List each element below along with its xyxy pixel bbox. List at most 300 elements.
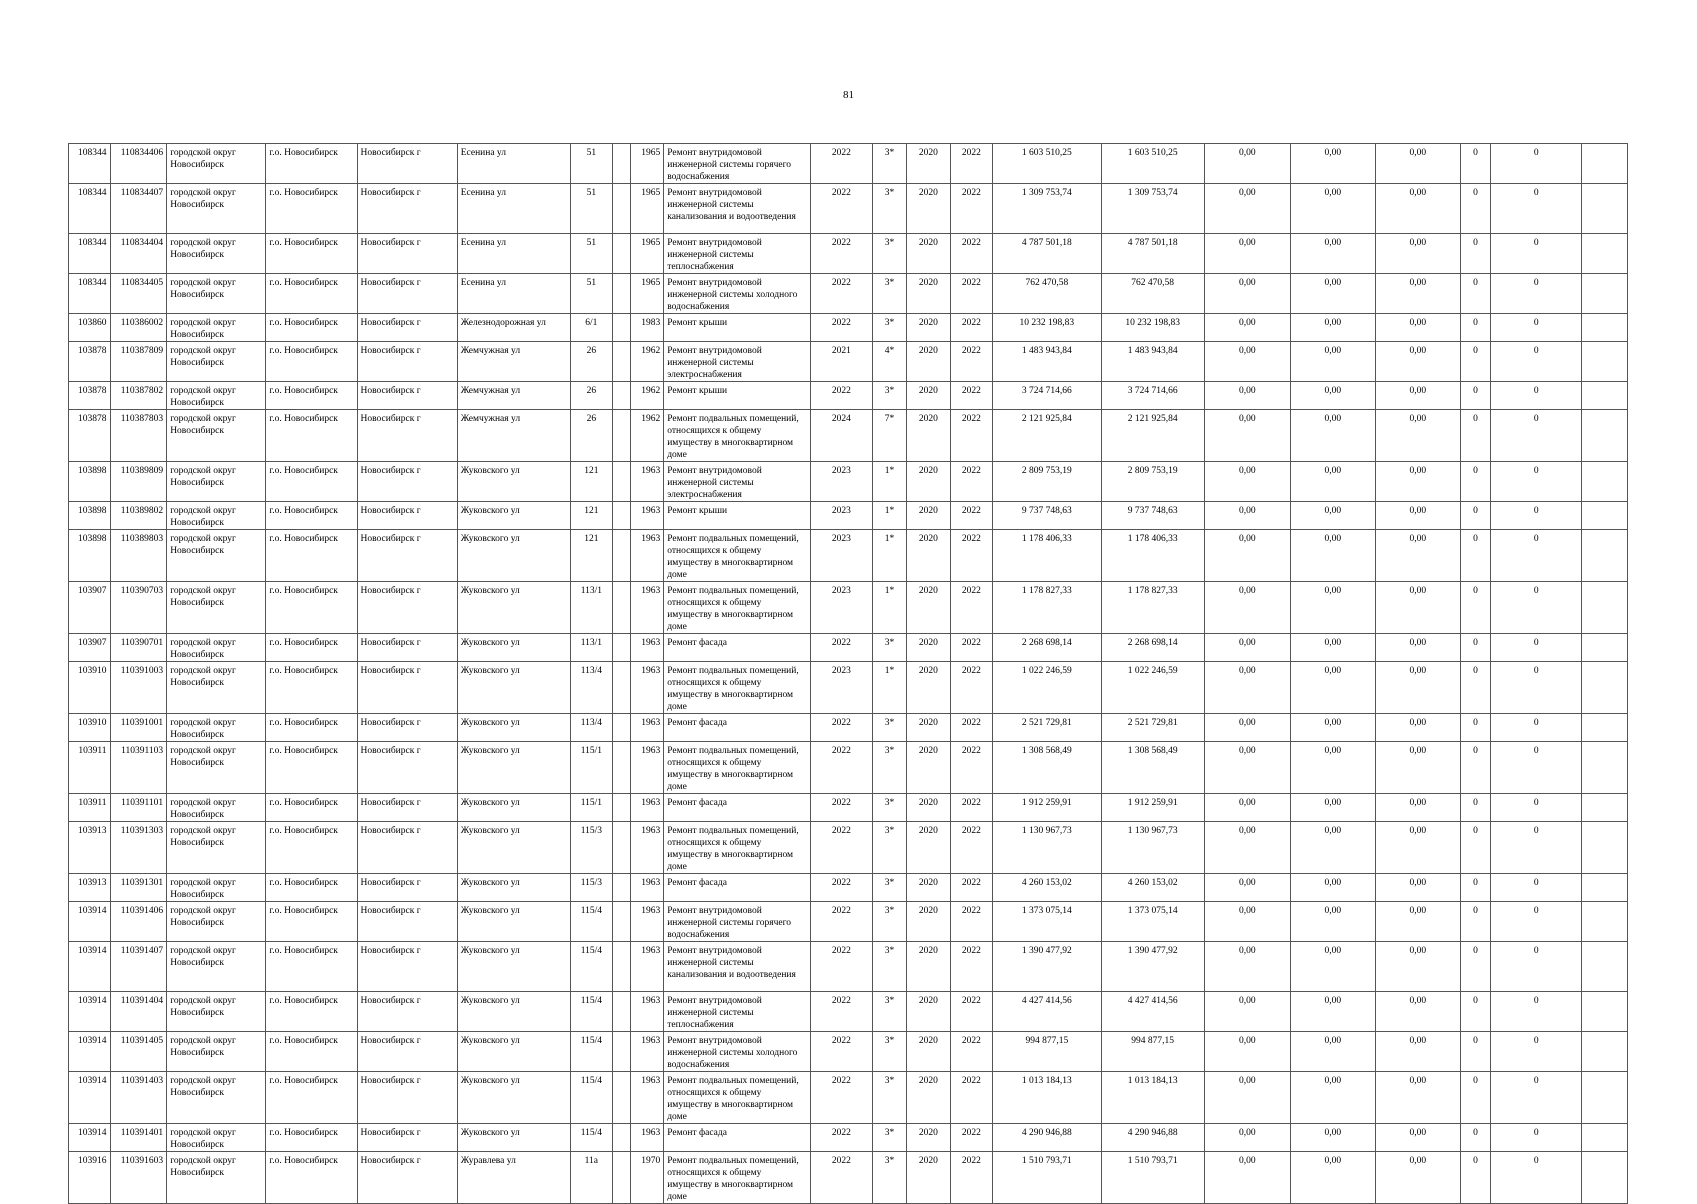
count-2: 0 xyxy=(1491,234,1582,274)
year-built: 1962 xyxy=(630,410,663,462)
cost-a: 0,00 xyxy=(1204,382,1290,410)
blank-cell xyxy=(612,184,630,234)
year-built: 1983 xyxy=(630,314,663,342)
start-year: 2020 xyxy=(907,184,951,234)
plan-year: 2022 xyxy=(811,992,873,1032)
cost-total: 1 130 967,73 xyxy=(993,822,1101,874)
count-1: 0 xyxy=(1460,1124,1490,1152)
object-code: 110390703 xyxy=(110,582,167,634)
object-code: 110391103 xyxy=(110,742,167,794)
row-id: 103898 xyxy=(69,530,111,582)
street: Жуковского ул xyxy=(457,902,570,942)
house-number: 51 xyxy=(571,144,613,184)
count-1: 0 xyxy=(1460,714,1490,742)
row-id: 103860 xyxy=(69,314,111,342)
municipality: городской округ Новосибирск xyxy=(167,144,266,184)
cost-fund: 10 232 198,83 xyxy=(1101,314,1204,342)
cost-total: 3 724 714,66 xyxy=(993,382,1101,410)
cost-fund: 2 809 753,19 xyxy=(1101,462,1204,502)
street: Жуковского ул xyxy=(457,1124,570,1152)
count-2: 0 xyxy=(1491,1152,1582,1204)
cost-total: 1 390 477,92 xyxy=(993,942,1101,992)
object-code: 110387803 xyxy=(110,410,167,462)
start-year: 2020 xyxy=(907,144,951,184)
cost-a: 0,00 xyxy=(1204,462,1290,502)
object-code: 110391603 xyxy=(110,1152,167,1204)
municipality: городской округ Новосибирск xyxy=(167,530,266,582)
plan-year: 2022 xyxy=(811,184,873,234)
count-2: 0 xyxy=(1491,794,1582,822)
count-1: 0 xyxy=(1460,634,1490,662)
street: Жуковского ул xyxy=(457,794,570,822)
cost-fund: 4 290 946,88 xyxy=(1101,1124,1204,1152)
page-number: 81 xyxy=(843,89,854,101)
priority: 3* xyxy=(872,714,906,742)
blank-cell xyxy=(612,1072,630,1124)
cost-total: 1 178 406,33 xyxy=(993,530,1101,582)
start-year: 2020 xyxy=(907,1072,951,1124)
start-year: 2020 xyxy=(907,274,951,314)
blank-cell xyxy=(612,582,630,634)
plan-year: 2022 xyxy=(811,874,873,902)
end-year: 2022 xyxy=(950,902,993,942)
extra-cell xyxy=(1582,274,1628,314)
year-built: 1965 xyxy=(630,234,663,274)
table-row xyxy=(69,742,1628,794)
object-code: 110391404 xyxy=(110,992,167,1032)
locality: Новосибирск г xyxy=(357,942,457,992)
table-row xyxy=(69,410,1628,462)
extra-cell xyxy=(1582,1032,1628,1072)
row-id: 103914 xyxy=(69,902,111,942)
house-number: 113/4 xyxy=(571,714,613,742)
plan-year: 2023 xyxy=(811,582,873,634)
cost-fund: 1 178 827,33 xyxy=(1101,582,1204,634)
cost-a: 0,00 xyxy=(1204,274,1290,314)
year-built: 1963 xyxy=(630,582,663,634)
work-type: Ремонт внутридомовой инженерной системы теплоснабжения xyxy=(664,234,811,274)
street: Есенина ул xyxy=(457,184,570,234)
plan-year: 2023 xyxy=(811,462,873,502)
object-code: 110391303 xyxy=(110,822,167,874)
cost-fund: 1 308 568,49 xyxy=(1101,742,1204,794)
count-1: 0 xyxy=(1460,1032,1490,1072)
locality: Новосибирск г xyxy=(357,502,457,530)
house-number: 26 xyxy=(571,410,613,462)
street: Жуковского ул xyxy=(457,992,570,1032)
municipality: городской округ Новосибирск xyxy=(167,1032,266,1072)
row-id: 108344 xyxy=(69,234,111,274)
blank-cell xyxy=(612,942,630,992)
priority: 1* xyxy=(872,462,906,502)
table-row xyxy=(69,992,1628,1032)
end-year: 2022 xyxy=(950,794,993,822)
municipality: городской округ Новосибирск xyxy=(167,742,266,794)
cost-total: 4 290 946,88 xyxy=(993,1124,1101,1152)
count-2: 0 xyxy=(1491,1072,1582,1124)
table-row xyxy=(69,1124,1628,1152)
cost-total: 4 427 414,56 xyxy=(993,992,1101,1032)
blank-cell xyxy=(612,794,630,822)
end-year: 2022 xyxy=(950,274,993,314)
count-2: 0 xyxy=(1491,714,1582,742)
end-year: 2022 xyxy=(950,742,993,794)
extra-cell xyxy=(1582,1152,1628,1204)
house-number: 115/4 xyxy=(571,942,613,992)
plan-year: 2022 xyxy=(811,714,873,742)
year-built: 1963 xyxy=(630,502,663,530)
priority: 3* xyxy=(872,184,906,234)
house-number: 115/4 xyxy=(571,1124,613,1152)
extra-cell xyxy=(1582,1072,1628,1124)
row-id: 103910 xyxy=(69,714,111,742)
cost-a: 0,00 xyxy=(1204,742,1290,794)
locality: Новосибирск г xyxy=(357,410,457,462)
cost-fund: 1 390 477,92 xyxy=(1101,942,1204,992)
count-2: 0 xyxy=(1491,992,1582,1032)
extra-cell xyxy=(1582,742,1628,794)
extra-cell xyxy=(1582,1124,1628,1152)
table-row xyxy=(69,382,1628,410)
count-2: 0 xyxy=(1491,1124,1582,1152)
municipality: городской округ Новосибирск xyxy=(167,184,266,234)
municipality: городской округ Новосибирск xyxy=(167,942,266,992)
count-2: 0 xyxy=(1491,382,1582,410)
row-id: 103878 xyxy=(69,342,111,382)
table-row xyxy=(69,822,1628,874)
row-id: 103914 xyxy=(69,942,111,992)
start-year: 2020 xyxy=(907,1032,951,1072)
count-2: 0 xyxy=(1491,874,1582,902)
house-number: 113/4 xyxy=(571,662,613,714)
cost-a: 0,00 xyxy=(1204,342,1290,382)
table-row xyxy=(69,634,1628,662)
count-1: 0 xyxy=(1460,462,1490,502)
start-year: 2020 xyxy=(907,942,951,992)
cost-b: 0,00 xyxy=(1290,342,1375,382)
cost-a: 0,00 xyxy=(1204,794,1290,822)
object-code: 110391406 xyxy=(110,902,167,942)
priority: 3* xyxy=(872,1124,906,1152)
work-type: Ремонт крыши xyxy=(664,382,811,410)
blank-cell xyxy=(612,742,630,794)
start-year: 2020 xyxy=(907,822,951,874)
row-id: 103916 xyxy=(69,1152,111,1204)
priority: 3* xyxy=(872,1072,906,1124)
work-type: Ремонт фасада xyxy=(664,1124,811,1152)
cost-a: 0,00 xyxy=(1204,822,1290,874)
cost-fund: 1 603 510,25 xyxy=(1101,144,1204,184)
count-1: 0 xyxy=(1460,992,1490,1032)
district: г.о. Новосибирск xyxy=(266,942,357,992)
plan-year: 2022 xyxy=(811,274,873,314)
cost-c: 0,00 xyxy=(1375,822,1460,874)
cost-fund: 4 427 414,56 xyxy=(1101,992,1204,1032)
district: г.о. Новосибирск xyxy=(266,1152,357,1204)
cost-total: 1 603 510,25 xyxy=(993,144,1101,184)
cost-fund: 4 787 501,18 xyxy=(1101,234,1204,274)
start-year: 2020 xyxy=(907,662,951,714)
house-number: 121 xyxy=(571,530,613,582)
end-year: 2022 xyxy=(950,382,993,410)
municipality: городской округ Новосибирск xyxy=(167,662,266,714)
object-code: 110391301 xyxy=(110,874,167,902)
municipality: городской округ Новосибирск xyxy=(167,462,266,502)
cost-a: 0,00 xyxy=(1204,144,1290,184)
extra-cell xyxy=(1582,714,1628,742)
cost-b: 0,00 xyxy=(1290,144,1375,184)
cost-c: 0,00 xyxy=(1375,992,1460,1032)
municipality: городской округ Новосибирск xyxy=(167,874,266,902)
extra-cell xyxy=(1582,342,1628,382)
row-id: 103898 xyxy=(69,462,111,502)
cost-fund: 2 121 925,84 xyxy=(1101,410,1204,462)
priority: 3* xyxy=(872,794,906,822)
object-code: 110391101 xyxy=(110,794,167,822)
district: г.о. Новосибирск xyxy=(266,502,357,530)
priority: 1* xyxy=(872,502,906,530)
year-built: 1963 xyxy=(630,462,663,502)
cost-b: 0,00 xyxy=(1290,942,1375,992)
year-built: 1963 xyxy=(630,530,663,582)
plan-year: 2022 xyxy=(811,794,873,822)
work-type: Ремонт фасада xyxy=(664,794,811,822)
start-year: 2020 xyxy=(907,342,951,382)
locality: Новосибирск г xyxy=(357,1124,457,1152)
street: Журавлева ул xyxy=(457,1152,570,1204)
cost-a: 0,00 xyxy=(1204,582,1290,634)
district: г.о. Новосибирск xyxy=(266,714,357,742)
locality: Новосибирск г xyxy=(357,822,457,874)
table-row xyxy=(69,274,1628,314)
district: г.о. Новосибирск xyxy=(266,662,357,714)
plan-year: 2022 xyxy=(811,144,873,184)
street: Жемчужная ул xyxy=(457,382,570,410)
cost-c: 0,00 xyxy=(1375,530,1460,582)
cost-total: 1 309 753,74 xyxy=(993,184,1101,234)
cost-a: 0,00 xyxy=(1204,1032,1290,1072)
cost-c: 0,00 xyxy=(1375,234,1460,274)
count-1: 0 xyxy=(1460,502,1490,530)
priority: 3* xyxy=(872,382,906,410)
row-id: 103914 xyxy=(69,992,111,1032)
table-row xyxy=(69,582,1628,634)
count-2: 0 xyxy=(1491,502,1582,530)
district: г.о. Новосибирск xyxy=(266,1124,357,1152)
work-type: Ремонт подвальных помещений, относящихся к общему имуществу в многоквартирном доме xyxy=(664,582,811,634)
cost-total: 9 737 748,63 xyxy=(993,502,1101,530)
cost-fund: 994 877,15 xyxy=(1101,1032,1204,1072)
cost-c: 0,00 xyxy=(1375,742,1460,794)
count-1: 0 xyxy=(1460,742,1490,794)
cost-b: 0,00 xyxy=(1290,714,1375,742)
count-2: 0 xyxy=(1491,314,1582,342)
district: г.о. Новосибирск xyxy=(266,342,357,382)
cost-fund: 1 178 406,33 xyxy=(1101,530,1204,582)
year-built: 1963 xyxy=(630,992,663,1032)
priority: 1* xyxy=(872,530,906,582)
work-type: Ремонт подвальных помещений, относящихся к общему имуществу в многоквартирном доме xyxy=(664,742,811,794)
start-year: 2020 xyxy=(907,502,951,530)
cost-c: 0,00 xyxy=(1375,662,1460,714)
cost-b: 0,00 xyxy=(1290,902,1375,942)
cost-fund: 1 309 753,74 xyxy=(1101,184,1204,234)
count-1: 0 xyxy=(1460,234,1490,274)
end-year: 2022 xyxy=(950,1032,993,1072)
table-row xyxy=(69,342,1628,382)
extra-cell xyxy=(1582,902,1628,942)
cost-a: 0,00 xyxy=(1204,874,1290,902)
year-built: 1965 xyxy=(630,184,663,234)
count-2: 0 xyxy=(1491,742,1582,794)
cost-a: 0,00 xyxy=(1204,502,1290,530)
row-id: 103913 xyxy=(69,822,111,874)
object-code: 110391401 xyxy=(110,1124,167,1152)
work-type: Ремонт фасада xyxy=(664,634,811,662)
cost-c: 0,00 xyxy=(1375,1072,1460,1124)
cost-total: 994 877,15 xyxy=(993,1032,1101,1072)
municipality: городской округ Новосибирск xyxy=(167,382,266,410)
blank-cell xyxy=(612,342,630,382)
object-code: 110386002 xyxy=(110,314,167,342)
street: Железнодорожная ул xyxy=(457,314,570,342)
count-2: 0 xyxy=(1491,1032,1582,1072)
cost-c: 0,00 xyxy=(1375,274,1460,314)
work-type: Ремонт внутридомовой инженерной системы электроснабжения xyxy=(664,342,811,382)
table-row xyxy=(69,662,1628,714)
year-built: 1963 xyxy=(630,874,663,902)
table-row xyxy=(69,794,1628,822)
end-year: 2022 xyxy=(950,1124,993,1152)
work-type: Ремонт фасада xyxy=(664,874,811,902)
cost-b: 0,00 xyxy=(1290,1072,1375,1124)
end-year: 2022 xyxy=(950,314,993,342)
cost-c: 0,00 xyxy=(1375,714,1460,742)
plan-year: 2023 xyxy=(811,502,873,530)
house-number: 115/1 xyxy=(571,742,613,794)
priority: 3* xyxy=(872,742,906,794)
house-number: 115/4 xyxy=(571,1032,613,1072)
district: г.о. Новосибирск xyxy=(266,742,357,794)
extra-cell xyxy=(1582,502,1628,530)
cost-fund: 9 737 748,63 xyxy=(1101,502,1204,530)
cost-c: 0,00 xyxy=(1375,462,1460,502)
cost-a: 0,00 xyxy=(1204,662,1290,714)
cost-total: 2 121 925,84 xyxy=(993,410,1101,462)
municipality: городской округ Новосибирск xyxy=(167,794,266,822)
work-type: Ремонт внутридомовой инженерной системы горячего водоснабжения xyxy=(664,144,811,184)
locality: Новосибирск г xyxy=(357,314,457,342)
cost-c: 0,00 xyxy=(1375,1152,1460,1204)
row-id: 103913 xyxy=(69,874,111,902)
plan-year: 2024 xyxy=(811,410,873,462)
house-number: 11а xyxy=(571,1152,613,1204)
cost-fund: 1 510 793,71 xyxy=(1101,1152,1204,1204)
locality: Новосибирск г xyxy=(357,184,457,234)
extra-cell xyxy=(1582,410,1628,462)
start-year: 2020 xyxy=(907,714,951,742)
cost-b: 0,00 xyxy=(1290,234,1375,274)
plan-year: 2022 xyxy=(811,1152,873,1204)
district: г.о. Новосибирск xyxy=(266,794,357,822)
table-row xyxy=(69,184,1628,234)
count-2: 0 xyxy=(1491,942,1582,992)
street: Жуковского ул xyxy=(457,742,570,794)
end-year: 2022 xyxy=(950,1152,993,1204)
street: Есенина ул xyxy=(457,274,570,314)
count-1: 0 xyxy=(1460,530,1490,582)
locality: Новосибирск г xyxy=(357,662,457,714)
count-1: 0 xyxy=(1460,314,1490,342)
cost-b: 0,00 xyxy=(1290,662,1375,714)
work-type: Ремонт подвальных помещений, относящихся к общему имуществу в многоквартирном доме xyxy=(664,662,811,714)
priority: 3* xyxy=(872,274,906,314)
end-year: 2022 xyxy=(950,342,993,382)
end-year: 2022 xyxy=(950,234,993,274)
end-year: 2022 xyxy=(950,1072,993,1124)
year-built: 1962 xyxy=(630,342,663,382)
blank-cell xyxy=(612,314,630,342)
municipality: городской округ Новосибирск xyxy=(167,902,266,942)
cost-a: 0,00 xyxy=(1204,714,1290,742)
count-1: 0 xyxy=(1460,942,1490,992)
street: Есенина ул xyxy=(457,234,570,274)
table-row xyxy=(69,942,1628,992)
table-row xyxy=(69,1032,1628,1072)
count-2: 0 xyxy=(1491,410,1582,462)
house-number: 26 xyxy=(571,382,613,410)
count-1: 0 xyxy=(1460,144,1490,184)
cost-b: 0,00 xyxy=(1290,502,1375,530)
object-code: 110387802 xyxy=(110,382,167,410)
start-year: 2020 xyxy=(907,382,951,410)
plan-year: 2022 xyxy=(811,902,873,942)
work-type: Ремонт внутридомовой инженерной системы канализования и водоотведения xyxy=(664,184,811,234)
cost-b: 0,00 xyxy=(1290,1152,1375,1204)
street: Жемчужная ул xyxy=(457,342,570,382)
extra-cell xyxy=(1582,530,1628,582)
district: г.о. Новосибирск xyxy=(266,274,357,314)
locality: Новосибирск г xyxy=(357,274,457,314)
locality: Новосибирск г xyxy=(357,902,457,942)
cost-c: 0,00 xyxy=(1375,902,1460,942)
row-id: 108344 xyxy=(69,184,111,234)
cost-a: 0,00 xyxy=(1204,634,1290,662)
count-1: 0 xyxy=(1460,662,1490,714)
extra-cell xyxy=(1582,234,1628,274)
work-type: Ремонт внутридомовой инженерной системы холодного водоснабжения xyxy=(664,1032,811,1072)
blank-cell xyxy=(612,902,630,942)
row-id: 108344 xyxy=(69,144,111,184)
count-2: 0 xyxy=(1491,902,1582,942)
priority: 3* xyxy=(872,822,906,874)
plan-year: 2022 xyxy=(811,1124,873,1152)
cost-b: 0,00 xyxy=(1290,794,1375,822)
house-number: 115/3 xyxy=(571,822,613,874)
plan-year: 2022 xyxy=(811,234,873,274)
start-year: 2020 xyxy=(907,410,951,462)
cost-total: 2 521 729,81 xyxy=(993,714,1101,742)
extra-cell xyxy=(1582,874,1628,902)
year-built: 1963 xyxy=(630,742,663,794)
blank-cell xyxy=(612,662,630,714)
cost-b: 0,00 xyxy=(1290,462,1375,502)
cost-total: 1 373 075,14 xyxy=(993,902,1101,942)
year-built: 1965 xyxy=(630,144,663,184)
cost-total: 1 178 827,33 xyxy=(993,582,1101,634)
plan-year: 2022 xyxy=(811,314,873,342)
cost-b: 0,00 xyxy=(1290,382,1375,410)
